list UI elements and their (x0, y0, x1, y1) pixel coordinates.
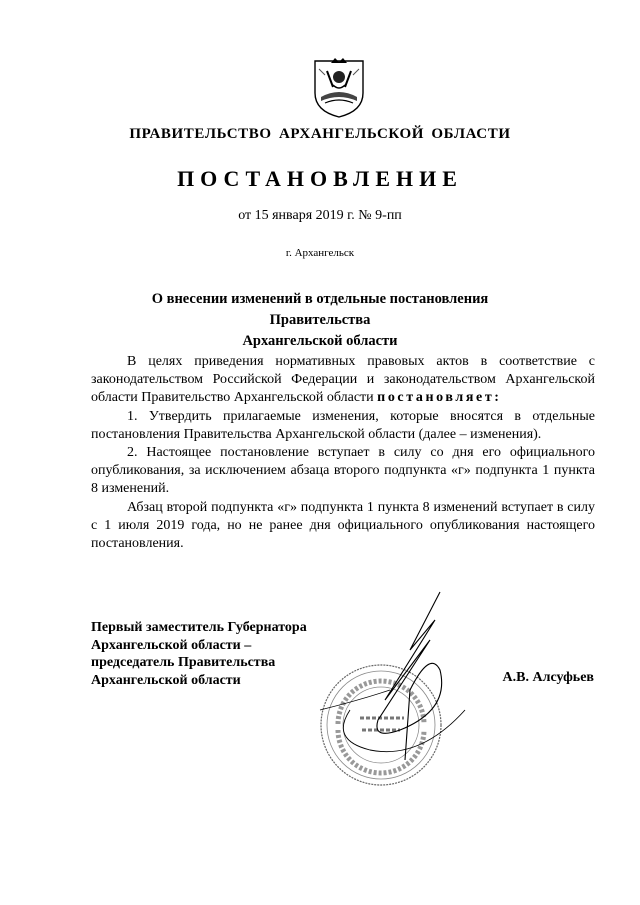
item-2-paragraph: 2. Настоящее постановление вступает в силу со дня его официального опубликования, за исключением абзаца второго подпункта «г» подпункта 1 пункта 8 изменений. (91, 445, 595, 497)
preamble-paragraph (91, 353, 595, 408)
date-and-number: от 15 января 2019 г. № 9-пп (238, 208, 402, 223)
handwritten-signature (290, 590, 480, 790)
item-1-paragraph: 1. Утвердить прилагаемые изменения, которые вносятся в отдельные постановления Правительства Архангельской области (далее – изменения). (91, 408, 595, 442)
subject-line-1: О внесении изменений в отдельные постановления Правительства (151, 291, 489, 328)
signatory-position (91, 619, 307, 689)
item-3-paragraph: Абзац второй подпункта «г» подпункта 1 пункта 8 изменений вступает в силу с 1 июля 2019 года, но не ранее дня официального опубликования настоящего постановления. (91, 499, 595, 552)
organization-title: ПРАВИТЕЛЬСТВО АРХАНГЕЛЬСКОЙ ОБЛАСТИ (129, 126, 511, 142)
resolves-word: постановляет: (377, 390, 502, 406)
signatory-name: А.В. Алсуфьев (502, 670, 594, 685)
document-subject (100, 289, 540, 352)
preamble-text: В целях приведения нормативных правовых актов в соответствие с законодательством Российской Федерации и законодательством Архангельской области Правительство Архангельской области (91, 354, 595, 406)
position-line-3: председатель Правительства (91, 655, 276, 670)
coat-of-arms-icon (311, 57, 367, 119)
document-body (91, 353, 595, 553)
city-label: г. Архангельск (285, 247, 355, 259)
position-line-2: Архангельской области – (91, 637, 252, 653)
subject-line-2: Архангельской области (242, 333, 398, 349)
document-type-title: ПОСТАНОВЛЕНИЕ (177, 166, 463, 191)
position-line-4: Архангельской области (91, 672, 241, 688)
position-line-1: Первый заместитель Губернатора (91, 620, 307, 635)
